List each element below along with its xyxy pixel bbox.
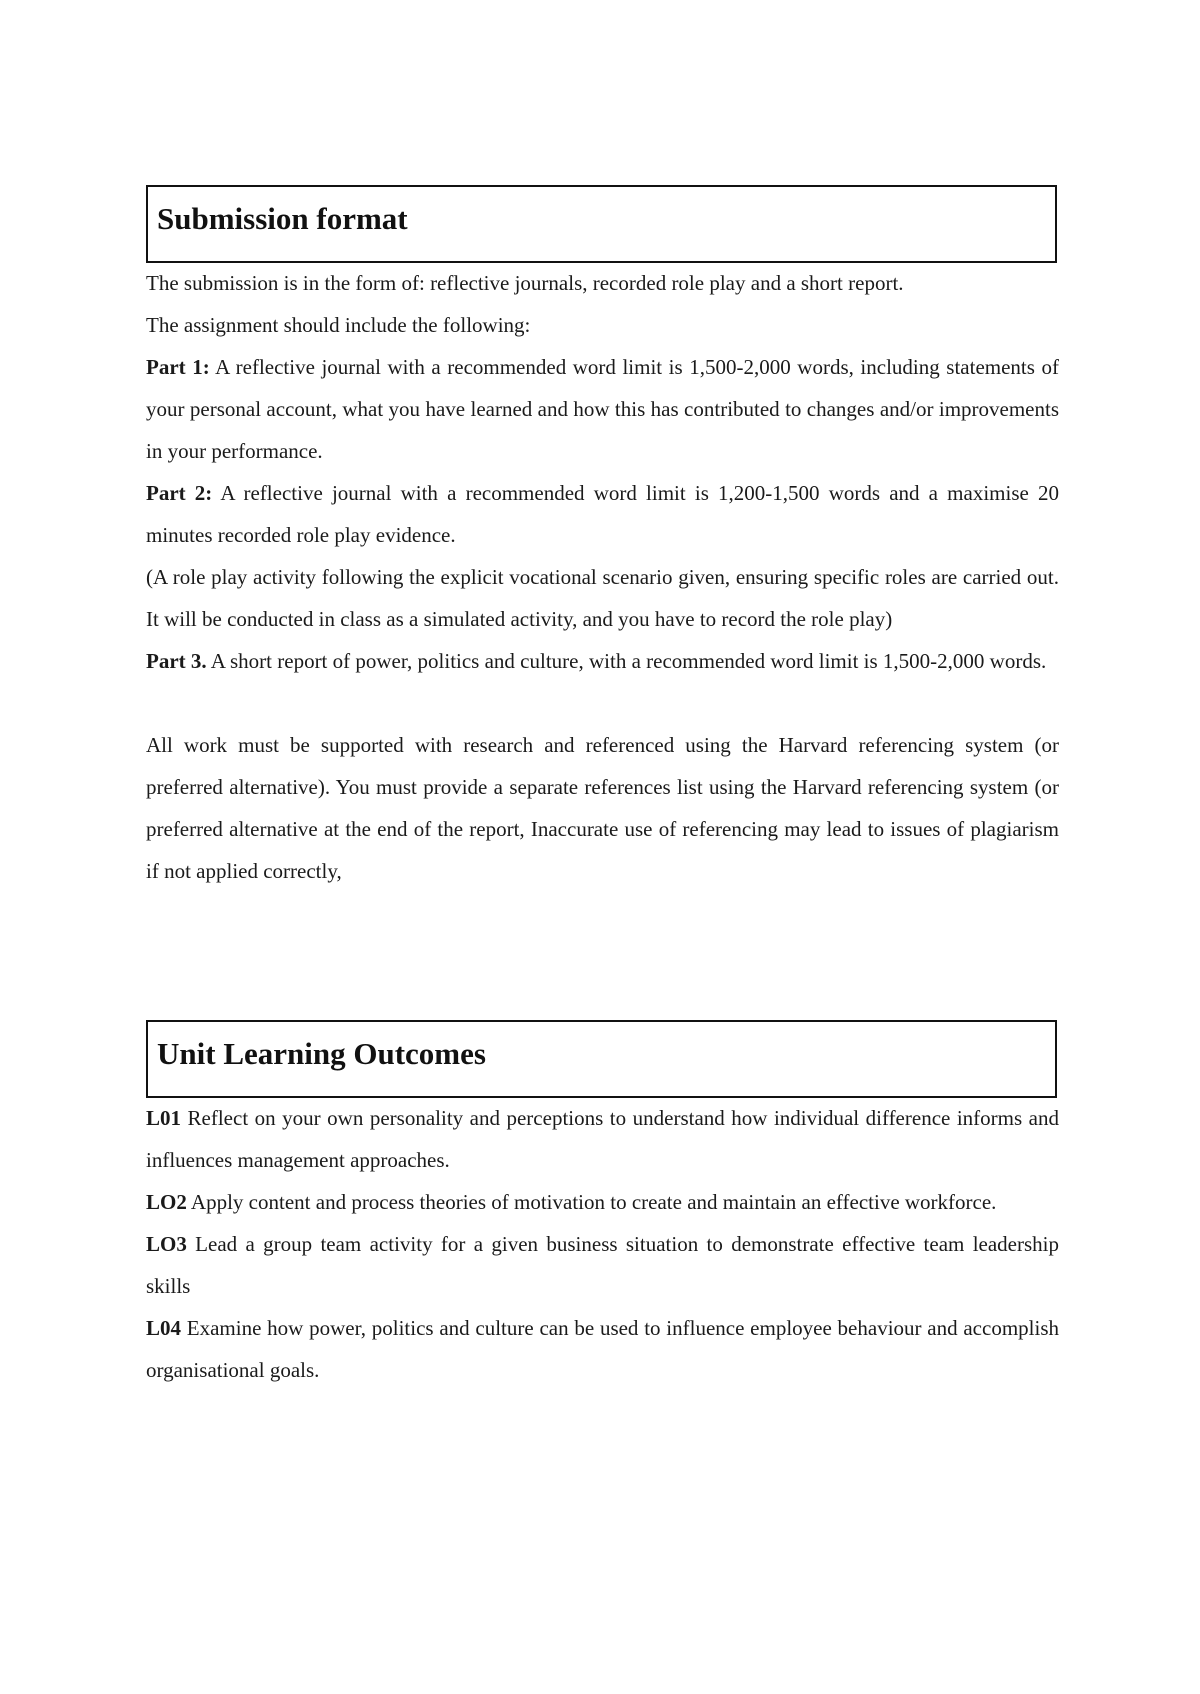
role-play-note: (A role play activity following the explicit vocational scenario given, ensuring specific roles are carried out. It will be conducted in class as a simulated activity, and you have to record the role play) <box>146 565 1059 631</box>
learning-outcome-code: L01 <box>146 1106 182 1130</box>
learning-outcome-item <box>146 1181 1059 1223</box>
part-2-paragraph <box>146 472 1059 556</box>
submission-intro: The submission is in the form of: reflective journals, recorded role play and a short report. <box>146 271 904 295</box>
learning-outcome-text: Examine how power, politics and culture can be used to influence employee behaviour and accomplish organisational goals. <box>146 1316 1059 1382</box>
learning-outcomes-header-box <box>146 1020 1057 1098</box>
paragraph-gap <box>146 682 1059 724</box>
part-3-paragraph <box>146 640 1059 682</box>
assignment-include-line: The assignment should include the following: <box>146 313 531 337</box>
part-2-text: A reflective journal with a recommended word limit is 1,200-1,500 words and a maximise 20 minutes recorded role play evidence. <box>146 481 1059 547</box>
part-1-text: A reflective journal with a recommended word limit is 1,500-2,000 words, including statements of your personal account, what you have learned and how this has contributed to changes and/or improvements in your performance. <box>146 355 1059 463</box>
part-3-text: A short report of power, politics and culture, with a recommended word limit is 1,500-2,000 words. <box>206 649 1047 673</box>
part-1-paragraph <box>146 346 1059 472</box>
part-3-label: Part 3. <box>146 649 207 673</box>
learning-outcome-code: LO2 <box>146 1190 187 1214</box>
part-2-label: Part 2: <box>146 481 213 505</box>
learning-outcome-item <box>146 1223 1059 1307</box>
submission-format-header-box <box>146 185 1057 263</box>
referencing-paragraph: All work must be supported with research and referenced using the Harvard referencing system (or preferred alternative). You must provide a separate references list using the Harvard referencing system (or preferred alternative at the end of the report, Inaccurate use of referencing may lead to issues of plagiarism if not applied correctly, <box>146 733 1059 883</box>
learning-outcomes-list <box>146 1097 1059 1391</box>
part-1-label: Part 1: <box>146 355 210 379</box>
learning-outcome-code: LO3 <box>146 1232 187 1256</box>
learning-outcome-text: Reflect on your own personality and perceptions to understand how individual difference informs and influences management approaches. <box>146 1106 1059 1172</box>
submission-format-heading: Submission format <box>157 201 408 236</box>
learning-outcome-text: Apply content and process theories of motivation to create and maintain an effective workforce. <box>186 1190 997 1214</box>
learning-outcome-code: L04 <box>146 1316 182 1340</box>
submission-format-body <box>146 262 1059 892</box>
learning-outcome-item <box>146 1097 1059 1181</box>
learning-outcome-text: Lead a group team activity for a given business situation to demonstrate effective team leadership skills <box>146 1232 1059 1298</box>
learning-outcomes-heading: Unit Learning Outcomes <box>157 1036 486 1071</box>
learning-outcome-item <box>146 1307 1059 1391</box>
